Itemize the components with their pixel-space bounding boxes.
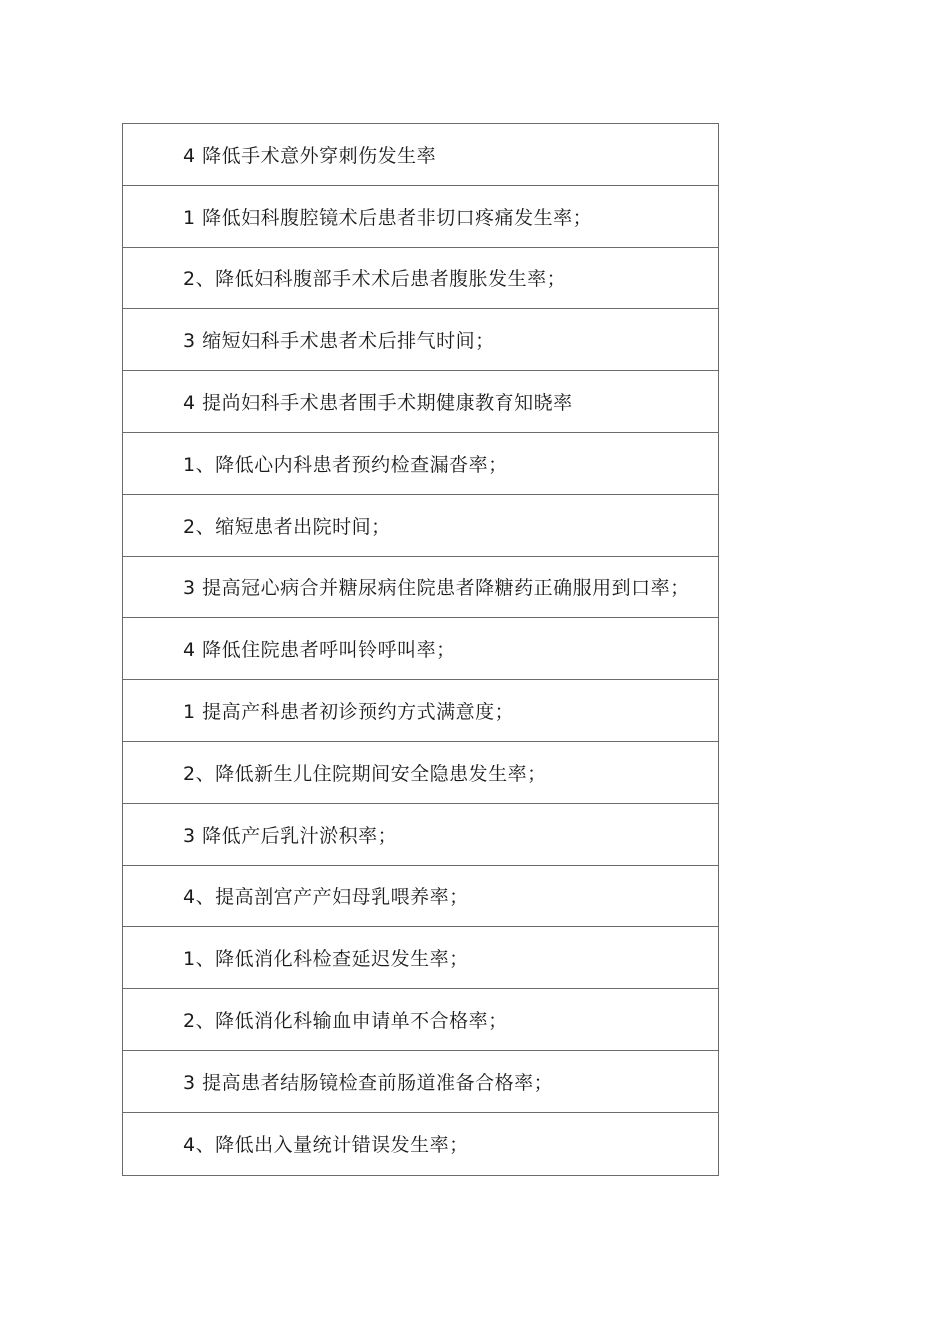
table-cell-text: 1 降低妇科腹腔镜术后患者非切口疼痛发生率； [183,206,593,229]
table-row [123,371,718,433]
table-cell-text: 4、降低出入量统计错误发生率； [183,1134,469,1157]
table-row [123,804,718,866]
table-cell-text: 4 降低手术意外穿刺伤发生率 [183,144,437,167]
table-cell-text: 4、提高剖宫产产妇母乳喂养率； [183,886,469,909]
table-row [123,742,718,804]
table-cell-text: 3 提高患者结肠镜检查前肠道准备合格率； [183,1071,554,1094]
table-row [123,433,718,495]
table-row [123,495,718,557]
table-cell-text: 3 缩短妇科手术患者术后排气时间； [183,330,495,353]
table-row [123,309,718,371]
table-row [123,927,718,989]
table-row [123,1113,718,1175]
table-cell-text: 3 降低产后乳汁淤积率； [183,824,398,847]
table-cell-text: 2、缩短患者出院时间； [183,515,391,538]
table-cell-text: 1、降低消化科检查延迟发生率； [183,948,469,971]
table-row [123,124,718,186]
table-row [123,618,718,680]
table-row [123,248,718,310]
table-cell-text: 3 提高冠心病合并糖尿病住院患者降糖药正确服用到口率； [183,577,690,600]
table-row [123,866,718,928]
table-row [123,1051,718,1113]
table-cell-text: 4 降低住院患者呼叫铃呼叫率； [183,639,456,662]
table-row [123,989,718,1051]
table-cell-text: 4 提尚妇科手术患者围手术期健康教育知晓率 [183,392,573,415]
table-cell-text: 2、降低新生儿住院期间安全隐患发生率； [183,762,547,785]
table-row [123,186,718,248]
table-row [123,557,718,619]
table-cell-text: 1 提高产科患者初诊预约方式满意度； [183,701,515,724]
table-cell-text: 2、降低妇科腹部手术术后患者腹胀发生率； [183,268,567,291]
table-row [123,680,718,742]
table-cell-text: 2、降低消化科输血申请单不合格率； [183,1010,508,1033]
project-table [122,123,719,1176]
table-cell-text: 1、降低心内科患者预约检查漏沓率； [183,453,508,476]
